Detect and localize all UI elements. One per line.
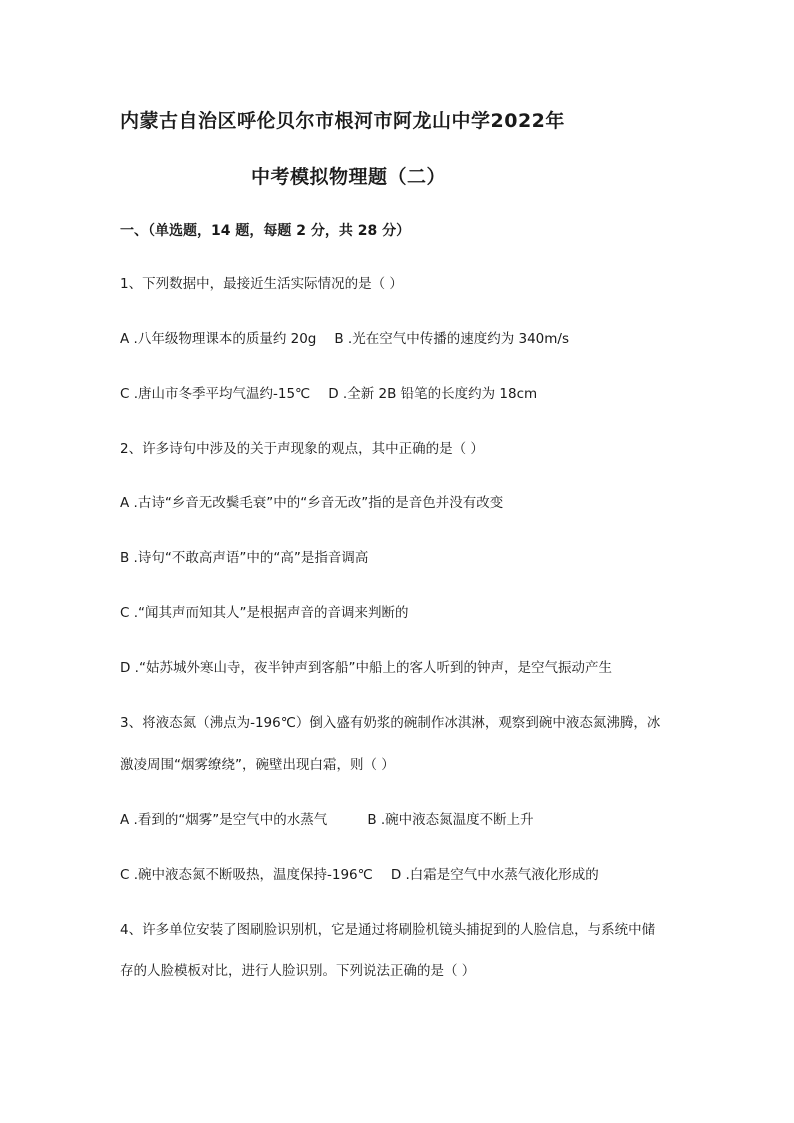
section-heading: 一、（单选题，14 题，每题 2 分，共 28 分） (120, 223, 411, 239)
question-1-stem: 1、下列数据中，最接近生活实际情况的是（ ） (120, 276, 403, 292)
question-1-options-row1 (120, 330, 569, 348)
document-title-line1: 内蒙古自治区呼伦贝尔市根河市阿龙山中学2022年 (120, 110, 565, 132)
question-3-option-d: D .白霜是空气中水蒸气液化形成的 (390, 867, 599, 883)
question-3-options-row2 (120, 866, 599, 884)
question-1-option-d: D .全新 2B 铅笔的长度约为 18cm (328, 386, 538, 402)
question-1-option-a: A .八年级物理课本的质量约 20g (120, 331, 317, 347)
question-2-option-c: C .“闻其声而知其人”是根据声音的音调来判断的 (120, 605, 409, 621)
question-2-option-a: A .古诗“乡音无改鬓毛衰”中的“乡音无改”指的是音色并没有改变 (120, 495, 504, 511)
question-3-stem-line2: 激凌周围“烟雾缭绕”，碗壁出现白霜，则（ ） (120, 757, 395, 773)
question-4-stem-line1: 4、许多单位安装了图刷脸识别机，它是通过将刷脸机镜头捕捉到的人脸信息，与系统中储 (120, 922, 656, 938)
question-1-option-b: B .光在空气中传播的速度约为 340m/s (334, 331, 569, 347)
question-2-option-d: D .“姑苏城外寒山寺，夜半钟声到客船”中船上的客人听到的钟声，是空气振动产生 (120, 660, 612, 676)
question-3-stem-line1: 3、将液态氮（沸点为-196℃）倒入盛有奶浆的碗制作冰淇淋，观察到碗中液态氮沸腾，冰 (120, 715, 661, 731)
document-title-line2: 中考模拟物理题（二） (251, 166, 447, 188)
question-2-stem: 2、许多诗句中涉及的关于声现象的观点，其中正确的是（ ） (120, 441, 484, 457)
question-1-options-row2 (120, 385, 537, 403)
question-1-option-c: C .唐山市冬季平均气温约-15℃ (120, 386, 311, 402)
question-3-option-b: B .碗中液态氮温度不断上升 (367, 812, 534, 828)
question-3-option-a: A .看到的“烟雾”是空气中的水蒸气 (120, 812, 328, 828)
question-2-option-b: B .诗句“不敢高声语”中的“高”是指音调高 (120, 550, 369, 566)
question-3-option-c: C .碗中液态氮不断吸热，温度保持-196℃ (120, 867, 373, 883)
question-4-stem-line2: 存的人脸模板对比，进行人脸识别。下列说法正确的是（ ） (120, 963, 476, 979)
question-3-options-row1 (120, 811, 534, 829)
